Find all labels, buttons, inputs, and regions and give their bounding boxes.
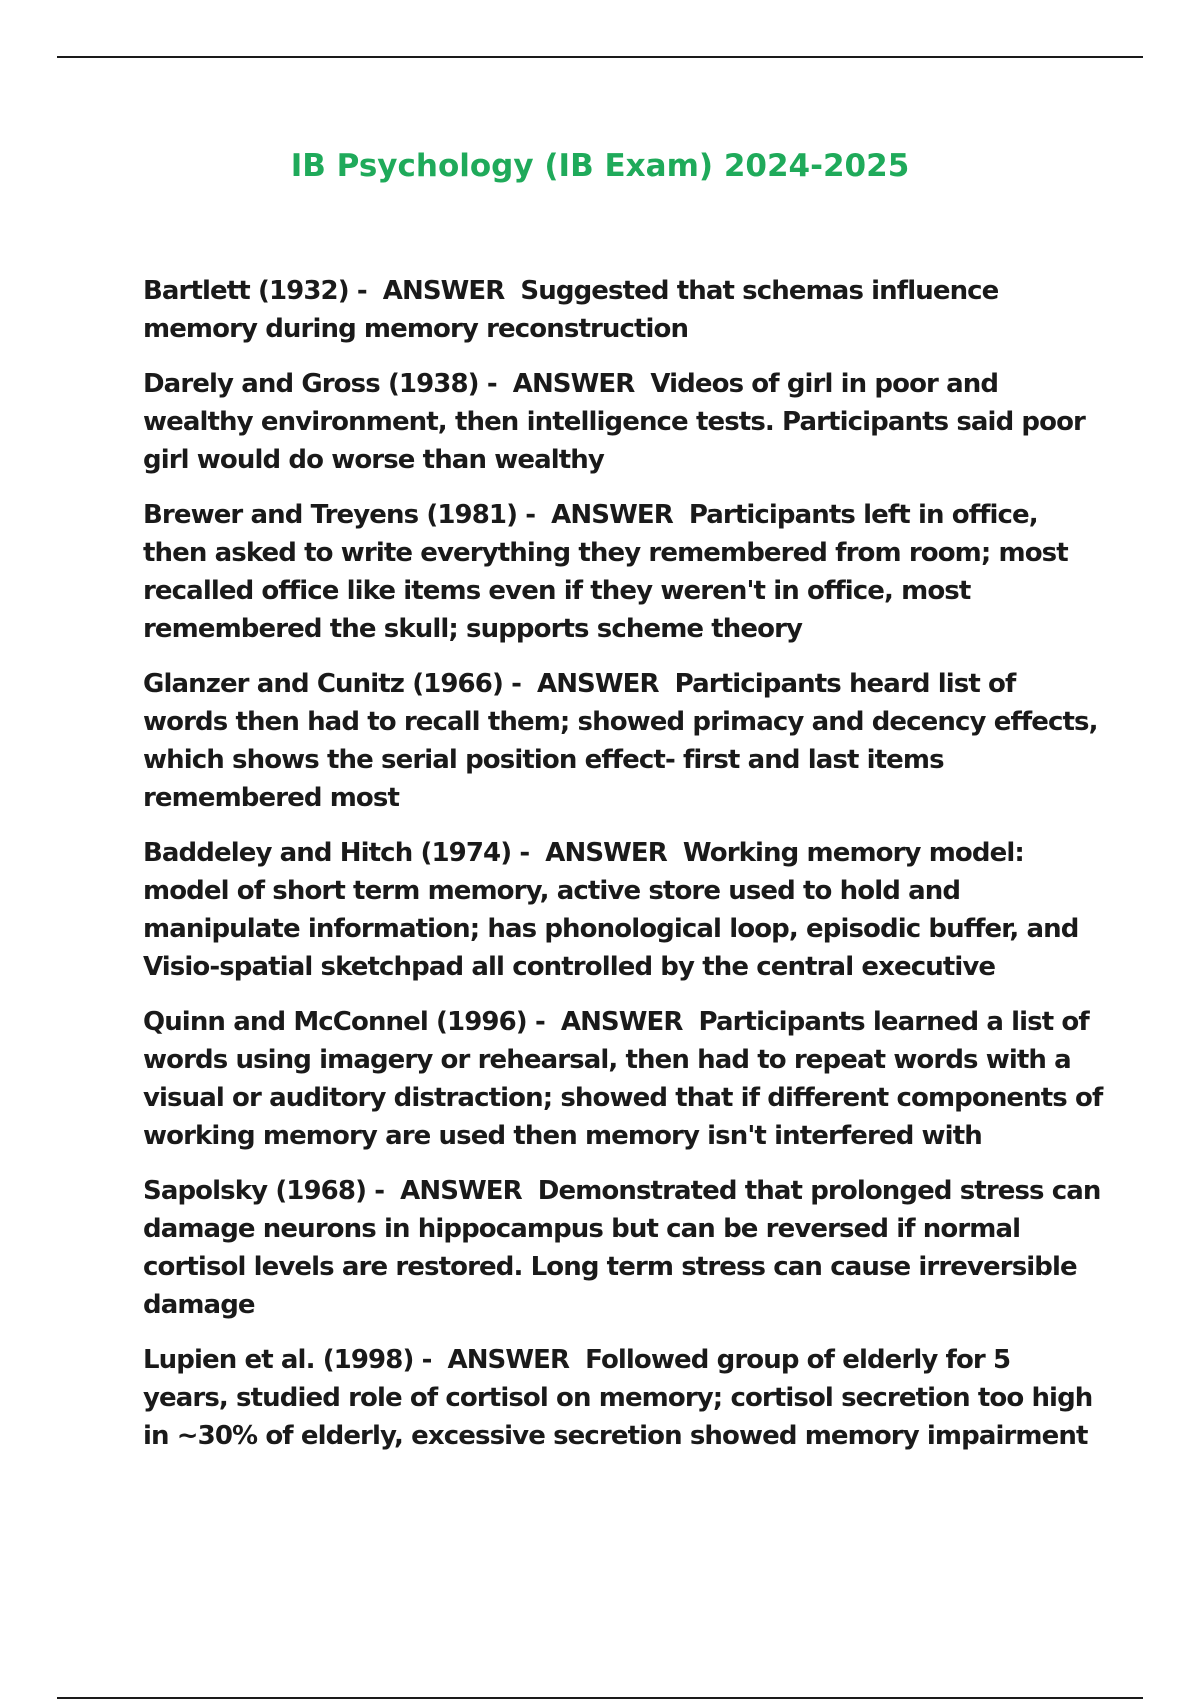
answer-label: ANSWER bbox=[545, 838, 667, 868]
flashcard-entry bbox=[143, 1341, 1103, 1455]
flashcard-entry bbox=[143, 496, 1103, 648]
entry-answer: Demonstrated that prolonged stress can damage neurons in hippocampus but can be reversed if normal cortisol levels are restored. Long term stress can cause irreversible damage bbox=[143, 1176, 1101, 1320]
entry-answer: Participants left in office, then asked to write everything they remembered from room; most recalled office like items even if they weren't in office, most remembered the skull; supports scheme theory bbox=[143, 500, 1068, 644]
entry-term: Sapolsky (1968) - bbox=[143, 1176, 385, 1206]
entry-answer: Participants heard list of words then had to recall them; showed primacy and decency effects, which shows the serial position effect- first and last items remembered most bbox=[143, 669, 1098, 813]
answer-label: ANSWER bbox=[382, 276, 505, 306]
bottom-rule bbox=[57, 1697, 1143, 1699]
entry-answer: Suggested that schemas influence memory during memory reconstruction bbox=[143, 276, 999, 344]
entry-term: Baddeley and Hitch (1974) - bbox=[143, 838, 530, 868]
entry-answer: Working memory model: model of short term memory, active store used to hold and manipulate information; has phonological loop, episodic buffer, and Visio-spatial sketchpad all controlled by the central executive bbox=[143, 838, 1079, 982]
flashcard-list bbox=[143, 272, 1103, 1472]
entry-term: Glanzer and Cunitz (1966) - bbox=[143, 669, 521, 699]
flashcard-entry bbox=[143, 1172, 1103, 1324]
answer-label: ANSWER bbox=[447, 1345, 570, 1375]
flashcard-entry bbox=[143, 365, 1103, 479]
entry-answer: Videos of girl in poor and wealthy environment, then intelligence tests. Participants said poor girl would do worse than wealthy bbox=[143, 369, 1085, 475]
top-rule bbox=[57, 56, 1143, 58]
answer-label: ANSWER bbox=[560, 1007, 683, 1037]
flashcard-entry bbox=[143, 665, 1103, 817]
entry-answer: Followed group of elderly for 5 years, studied role of cortisol on memory; cortisol secretion too high in ~30% of elderly, excessive secretion showed memory impairment bbox=[143, 1345, 1093, 1451]
entry-term: Quinn and McConnel (1996) - bbox=[143, 1007, 545, 1037]
answer-label: ANSWER bbox=[551, 500, 673, 530]
page-title: IB Psychology (IB Exam) 2024-2025 bbox=[290, 148, 910, 184]
entry-answer: Participants learned a list of words using imagery or rehearsal, then had to repeat words with a visual or auditory distraction; showed that if different components of working memory are used then memory isn't interfered with bbox=[143, 1007, 1103, 1151]
flashcard-entry bbox=[143, 834, 1103, 986]
answer-label: ANSWER bbox=[536, 669, 659, 699]
entry-term: Bartlett (1932) - bbox=[143, 276, 367, 306]
flashcard-entry bbox=[143, 272, 1103, 348]
answer-label: ANSWER bbox=[400, 1176, 522, 1206]
entry-term: Darely and Gross (1938) - bbox=[143, 369, 497, 399]
entry-term: Lupien et al. (1998) - bbox=[143, 1345, 432, 1375]
flashcard-entry bbox=[143, 1003, 1103, 1155]
entry-term: Brewer and Treyens (1981) - bbox=[143, 500, 536, 530]
answer-label: ANSWER bbox=[512, 369, 635, 399]
